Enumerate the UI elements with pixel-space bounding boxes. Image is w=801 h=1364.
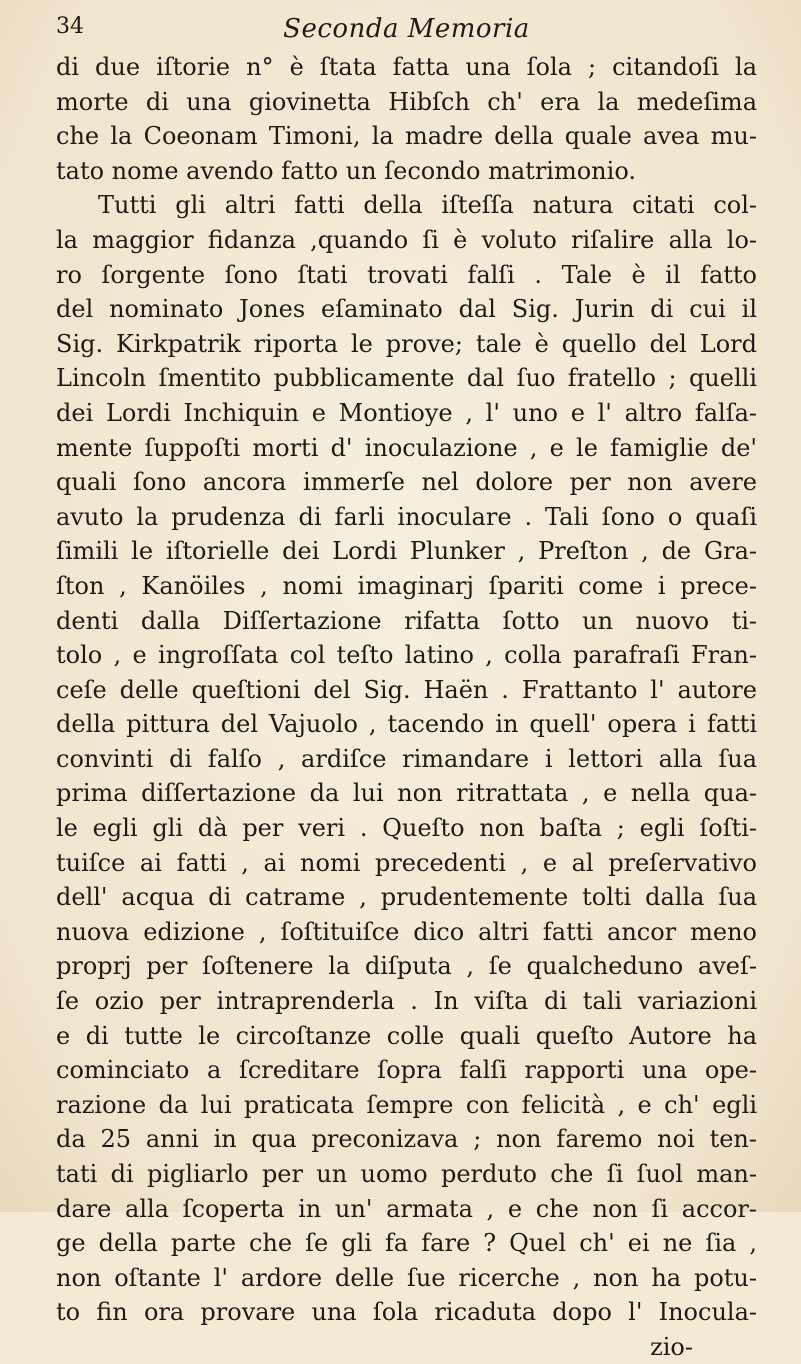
text-line: le egli gli dà per veri . Queſto non baſta ; egli ſoſti- (56, 814, 757, 843)
text-line: tolo , e ingroſſata col teſto latino , colla parafraſi Fran- (56, 641, 757, 670)
text-line: ſimili le iſtorielle dei Lordi Plunker , Preſton , de Gra- (56, 537, 757, 566)
text-line: ſe ozio per intraprenderla . In viſta di tali variazioni (56, 987, 757, 1016)
text-line: dell' acqua di catrame , prudentemente tolti dalla ſua (56, 883, 757, 912)
text-line: la maggior fidanza ,quando ſi è voluto riſalire alla lo- (56, 225, 757, 254)
text-line: avuto la prudenza di farli inoculare . Tali ſono o quaſi (56, 502, 757, 531)
text-line: e di tutte le circoſtanze colle quali queſto Autore ha (56, 1021, 757, 1050)
text-line: tato nome avendo fatto un ſecondo matrimonio. (56, 156, 636, 185)
text-line: denti dalla Diſſertazione rifatta ſotto un nuovo ti- (56, 606, 757, 635)
text-line: Lincoln ſmentito pubblicamente dal ſuo fratello ; quelli (56, 364, 757, 393)
text-line: tuiſce ai fatti , ai nomi precedenti , e al preſervativo (56, 848, 757, 877)
running-title: Seconda Memoria (283, 14, 530, 44)
text-line: del nominato Jones eſaminato dal Sig. Jurin di cui il (56, 295, 757, 324)
text-line: ſton , Kanöiles , nomi imaginarj ſpariti come i prece- (56, 571, 757, 600)
page-header (56, 14, 757, 50)
text-line: della pittura del Vajuolo , tacendo in quell' opera i fatti (56, 710, 757, 739)
text-line: nuova edizione , ſoſtituiſce dico altri fatti ancor meno (56, 917, 757, 946)
text-line: non oſtante l' ardore delle ſue ricerche , non ha potu- (56, 1263, 757, 1292)
text-line: convinti di falſo , ardiſce rimandare i lettori alla ſua (56, 744, 757, 773)
catchword: zio- (650, 1332, 693, 1361)
text-line: razione da lui praticata ſempre con felicità , e ch' egli (56, 1090, 757, 1119)
text-line: di due iſtorie n° è ſtata fatta una ſola ; citandoſi la (56, 53, 757, 81)
text-line: morte di una giovinetta Hibſch ch' era la medeſima (56, 87, 757, 116)
text-line: ceſe delle queſtioni del Sig. Haën . Frattanto l' autore (56, 675, 757, 704)
text-line: ge della parte che ſe gli fa fare ? Quel ch' ei ne ſia , (56, 1229, 757, 1258)
text-line: che la Coeonam Timoni, la madre della quale avea mu- (56, 122, 757, 151)
text-line: quali ſono ancora immerſe nel dolore per non avere (56, 468, 757, 497)
page-number: 34 (56, 14, 84, 39)
text-line: cominciato a ſcreditare ſopra falſi rapporti una ope- (56, 1056, 757, 1085)
text-line: prima diſſertazione da lui non ritrattata , e nella qua- (56, 779, 757, 808)
text-line: mente ſuppoſti morti d' inoculazione , e le famiglie de' (56, 433, 757, 462)
text-line: ro ſorgente ſono ſtati trovati falſi . Tale è il fatto (56, 260, 757, 289)
text-line: Tutti gli altri fatti della iſteſſa natura citati col- (98, 191, 757, 220)
text-line: dare alla ſcoperta in un' armata , e che non ſi accor- (56, 1194, 757, 1223)
text-line: dei Lordi Inchiquin e Montioye , l' uno e l' altro falſa- (56, 398, 757, 427)
body-text (56, 50, 757, 1330)
text-line: da 25 anni in qua preconizava ; non faremo noi ten- (56, 1125, 757, 1154)
text-line: to fin ora provare una ſola ricaduta dopo l' Inocula- (56, 1298, 757, 1327)
text-line: Sig. Kirkpatrik riporta le prove; tale è quello del Lord (56, 329, 757, 358)
text-line: proprj per ſoſtenere la diſputa , ſe qualcheduno aveſ- (56, 952, 757, 981)
text-line: tati di pigliarlo per un uomo perduto che ſi ſuol man- (56, 1160, 757, 1188)
